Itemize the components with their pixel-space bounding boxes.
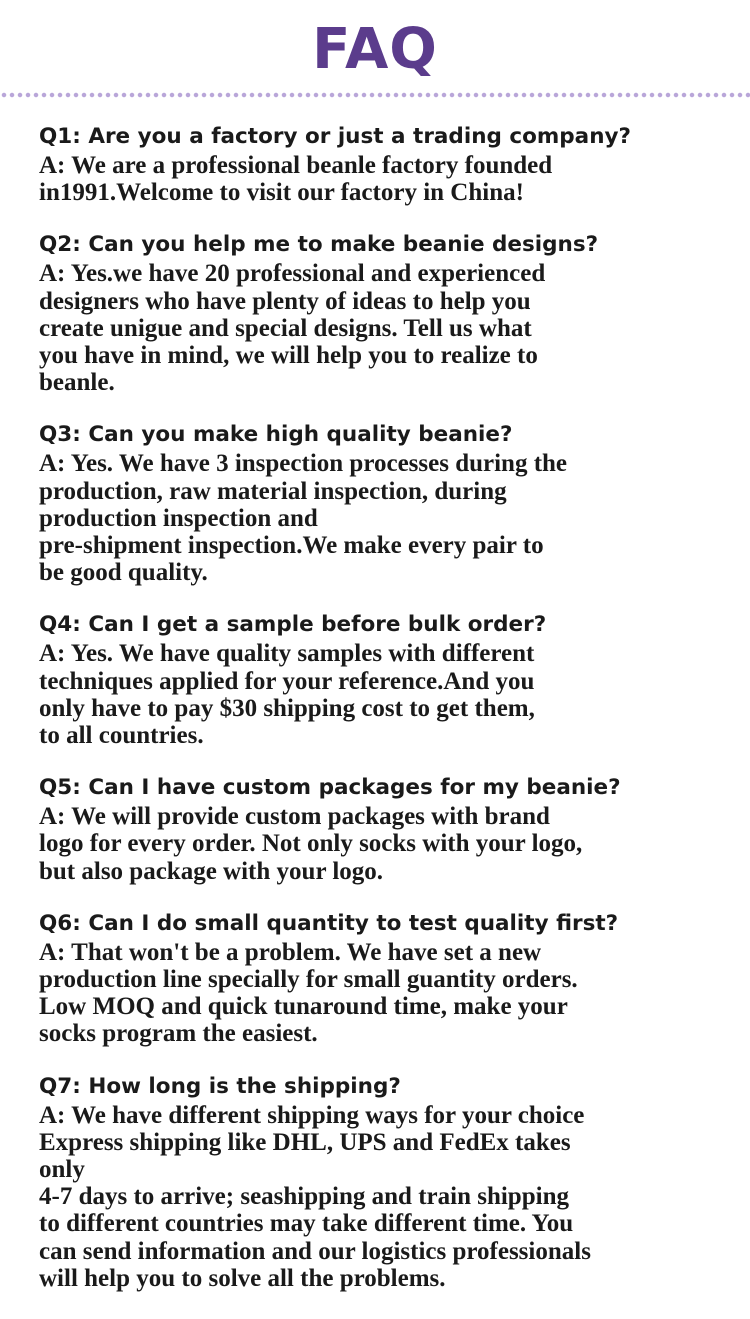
faq-answer-line: only [39, 1156, 85, 1184]
faq-answer-line: socks program the easiest. [39, 1020, 318, 1048]
faq-answer-line: to all countries. [39, 722, 204, 750]
faq-answer-line: production line specially for small guantity orders. [39, 966, 578, 994]
faq-answer-line: can send information and our logistics professionals [39, 1237, 591, 1265]
faq-answer-line: but also package with your logo. [39, 857, 384, 885]
faq-item-5 [39, 772, 739, 885]
faq-question-7: Q7: How long is the shipping? [39, 1073, 401, 1099]
faq-item-6 [39, 908, 739, 1048]
faq-answer-line: A: Yes. We have quality samples with different [39, 640, 535, 668]
faq-question-6: Q6: Can I do small quantity to test quality first? [39, 910, 619, 936]
page-title: FAQ [312, 17, 438, 82]
faq-answer-line: production, raw material inspection, during [39, 477, 507, 505]
faq-answer-7 [39, 1102, 739, 1292]
faq-question-5: Q5: Can I have custom packages for my beanie? [39, 775, 621, 801]
faq-item-3 [39, 419, 739, 586]
dotted-divider [0, 92, 750, 98]
faq-answer-line: A: Yes. We have 3 inspection processes during the [39, 450, 568, 478]
faq-answer-4 [39, 640, 739, 749]
faq-list [39, 121, 739, 1315]
faq-answer-line: logo for every order. Not only socks with your logo, [39, 830, 583, 858]
faq-answer-line: to different countries may take different time. You [39, 1210, 574, 1238]
faq-item-1 [39, 121, 739, 206]
faq-answer-line: in1991.Welcome to visit our factory in China! [39, 179, 524, 207]
faq-answer-1 [39, 152, 739, 206]
faq-answer-line: only have to pay $30 shipping cost to get them, [39, 694, 535, 722]
faq-answer-line: A: That won't be a problem. We have set a new [39, 938, 542, 966]
faq-answer-line: A: We will provide custom packages with brand [39, 803, 550, 831]
faq-answer-5 [39, 803, 739, 885]
faq-answer-line: A: We have different shipping ways for your choice [39, 1101, 585, 1129]
faq-question-1: Q1: Are you a factory or just a trading company? [39, 124, 631, 149]
faq-answer-line: will help you to solve all the problems. [39, 1264, 446, 1292]
faq-question-2: Q2: Can you help me to make beanie designs? [39, 232, 599, 258]
faq-answer-line: designers who have plenty of ideas to help you [39, 287, 531, 315]
faq-answer-3 [39, 450, 739, 586]
faq-answer-line: Low MOQ and quick tunaround time, make your [39, 993, 568, 1021]
faq-answer-line: techniques applied for your reference.And you [39, 667, 535, 695]
faq-answer-line: Express shipping like DHL, UPS and FedEx takes [39, 1128, 571, 1156]
faq-item-4 [39, 609, 739, 749]
faq-answer-line: create unigue and special designs. Tell us what [39, 314, 532, 342]
faq-question-4: Q4: Can I get a sample before bulk order? [39, 612, 547, 638]
faq-answer-6 [39, 939, 739, 1048]
faq-item-7 [39, 1071, 739, 1292]
faq-answer-line: production inspection and [39, 504, 318, 532]
faq-answer-line: A: Yes.we have 20 professional and experienced [39, 260, 546, 288]
faq-answer-line: 4-7 days to arrive; seashipping and train shipping [39, 1183, 569, 1211]
faq-answer-line: be good quality. [39, 559, 208, 587]
faq-question-3: Q3: Can you make high quality beanie? [39, 422, 513, 448]
faq-answer-line: you have in mind, we will help you to realize to [39, 342, 538, 370]
faq-answer-line: beanle. [39, 369, 115, 397]
faq-answer-2 [39, 260, 739, 396]
faq-item-2 [39, 229, 739, 396]
faq-answer-line: pre-shipment inspection.We make every pair to [39, 532, 544, 560]
faq-answer-line: A: We are a professional beanle factory founded [39, 152, 553, 179]
